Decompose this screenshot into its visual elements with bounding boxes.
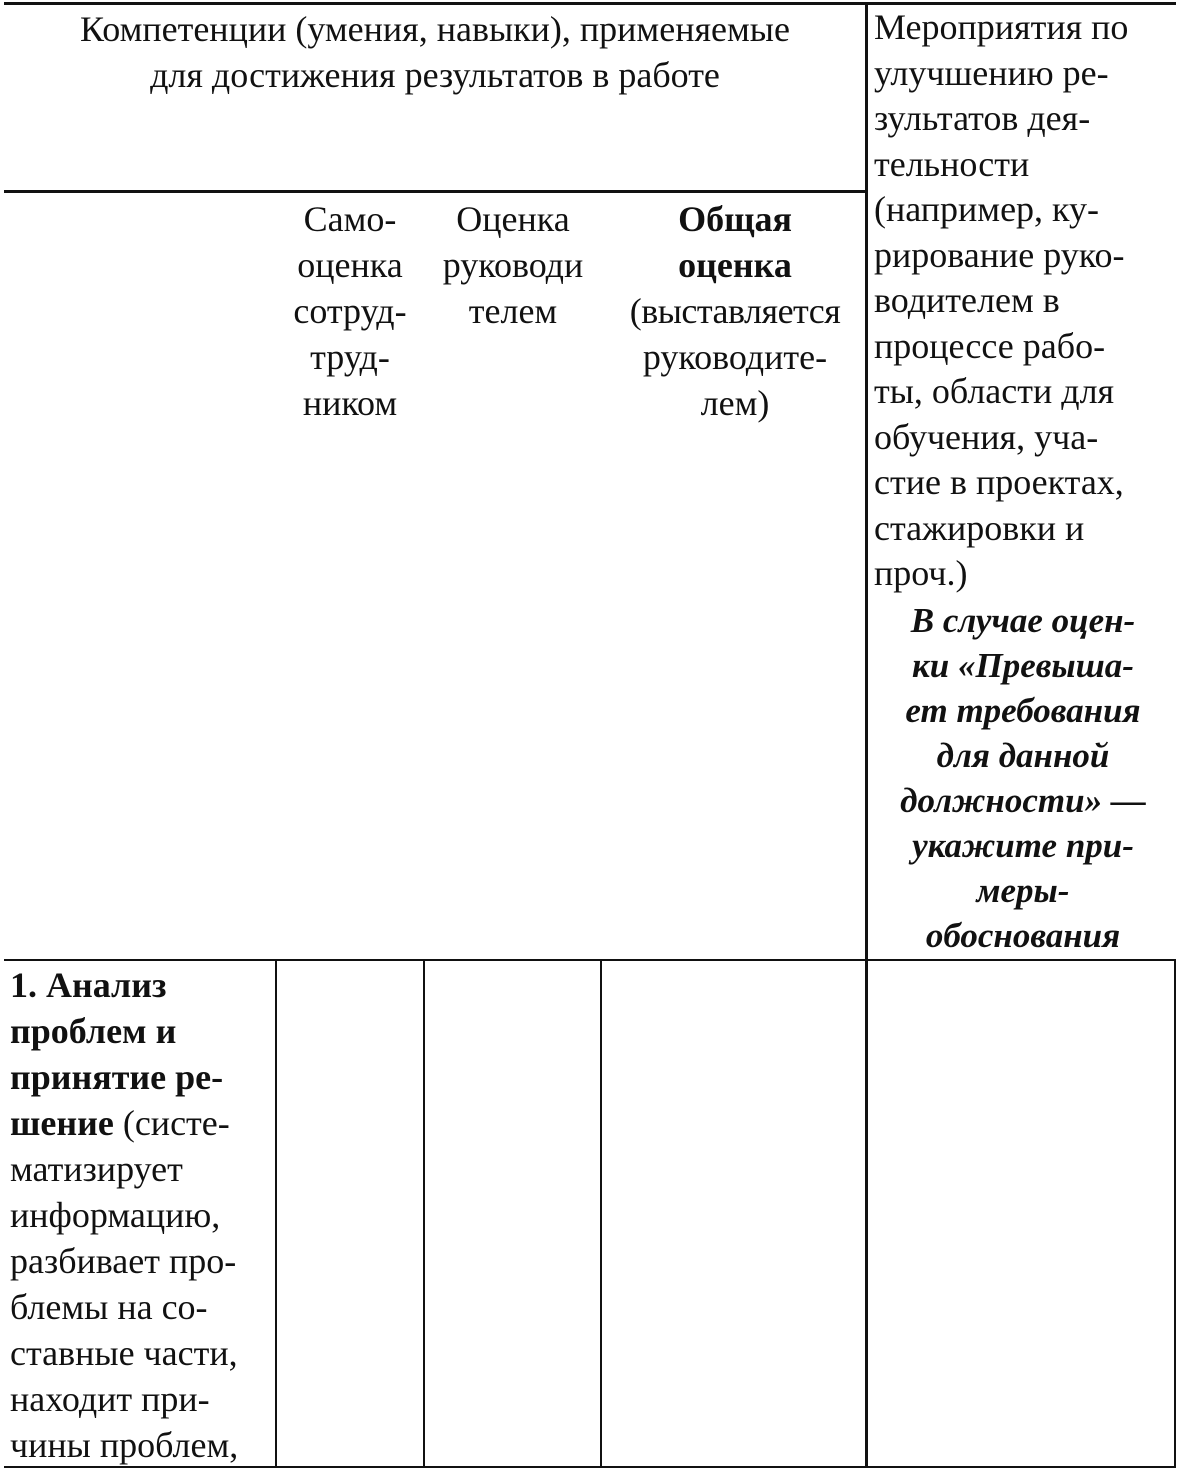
row1-desc-line: находит при- (10, 1379, 210, 1419)
overall-note-line: (выставляется (629, 291, 841, 331)
measures-note-line: ки «Превыша- (912, 646, 1134, 685)
self-assessment-line: ником (302, 383, 398, 423)
measures-note-line: ет требования (905, 691, 1141, 730)
measures-line: процессе рабо- (874, 325, 1106, 366)
measures-note-line: В случае оцен- (910, 601, 1136, 640)
measures-note-line: для данной (936, 736, 1110, 775)
row1-desc-first: (систе- (113, 1103, 230, 1143)
measures-line: водителем в (874, 280, 1060, 320)
measures-line: рирование руко- (874, 234, 1125, 275)
measures-note-line: обоснования (925, 916, 1121, 955)
row1-overall-assessment-cell[interactable] (602, 961, 865, 1466)
row1-desc-line: блемы на со- (10, 1287, 208, 1327)
measures-line: проч.) (874, 553, 968, 593)
measures-note-line: должности» — (900, 781, 1146, 820)
row1-desc-line: ставные части, (10, 1333, 238, 1373)
overall-note-line: руководите- (642, 337, 828, 377)
measures-line: стие в проектах, (874, 462, 1124, 502)
manager-assessment-line: руководи (442, 245, 584, 285)
row1-mixed-line (10, 1100, 276, 1146)
self-assessment-line: сотруд- (293, 291, 407, 331)
competencies-header-line: для достижения результатов в работе (150, 55, 720, 95)
row1-measures-cell[interactable] (868, 961, 1174, 1466)
measures-header (874, 5, 1174, 597)
measures-line: ты, области для (874, 371, 1115, 411)
measures-line: тельности (874, 143, 1030, 184)
manager-assessment-header (424, 196, 602, 334)
row1-desc-line: матизирует (10, 1149, 183, 1189)
measures-line: (например, ку- (874, 189, 1100, 229)
measures-line: обучения, уча- (874, 416, 1099, 457)
row1-desc-line: разбивает про- (10, 1241, 237, 1281)
self-assessment-line: Само- (303, 199, 397, 239)
right-border (1174, 960, 1176, 1468)
self-assessment-header (276, 196, 424, 426)
row1-desc-line: информацию, (10, 1195, 221, 1235)
overall-assessment-header (604, 196, 866, 426)
header-divider (4, 190, 866, 193)
measures-note-line: укажите при- (912, 826, 1134, 865)
overall-title-line: оценка (678, 245, 792, 285)
measures-note (872, 598, 1174, 958)
row1-desc-line: чины проблем, (10, 1425, 239, 1465)
measures-note-line: меры- (976, 871, 1070, 910)
measures-line: Мероприятия по (874, 7, 1129, 47)
overall-note-line: лем) (700, 383, 770, 423)
measures-line: зультатов дея- (874, 98, 1091, 138)
competency-row-1 (10, 962, 276, 1468)
self-assessment-line: труд- (310, 337, 390, 377)
row1-title-line: принятие ре- (10, 1057, 224, 1097)
measures-line: стажировки и (874, 507, 1085, 548)
self-assessment-line: оценка (297, 245, 403, 285)
manager-assessment-line: телем (468, 291, 558, 331)
overall-title-line: Общая (678, 199, 792, 239)
row1-title-line: проблем и (10, 1011, 177, 1051)
manager-assessment-line: Оценка (456, 199, 570, 239)
row1-self-assessment-cell[interactable] (277, 961, 423, 1466)
competencies-header-line: Компетенции (умения, навыки), применяемые (80, 9, 790, 49)
measures-line: улучшению ре- (874, 52, 1109, 93)
row1-title-line: 1. Анализ (10, 965, 167, 1005)
competencies-header (6, 6, 864, 98)
row1-title-last: шение (10, 1103, 114, 1143)
row1-manager-assessment-cell[interactable] (425, 961, 600, 1466)
